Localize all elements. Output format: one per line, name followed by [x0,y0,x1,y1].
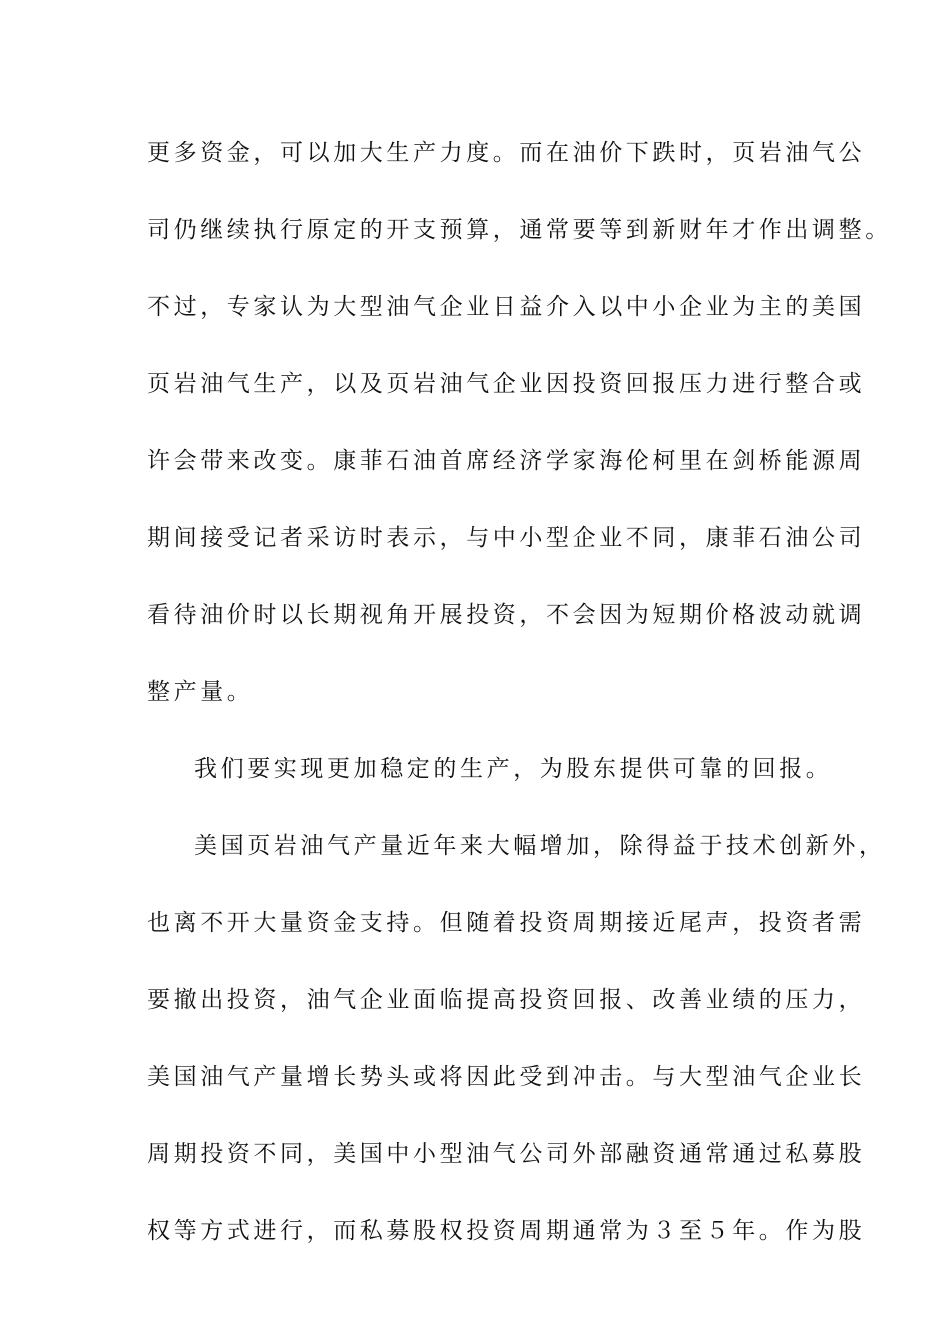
text-line: 美国页岩油气产量近年来大幅增加，除得益于技术创新外， [194,833,886,859]
text-line: 不过，专家认为大型油气企业日益介入以中小企业为主的美国 [147,294,866,320]
text-line: 美国油气产量增长势头或将因此受到冲击。与大型油气企业长 [147,1064,866,1090]
text-line: 看待油价时以长期视角开展投资，不会因为短期价格波动就调 [147,602,866,628]
text-line: 权等方式进行，而私募股权投资周期通常为３至５年。作为股 [147,1218,866,1244]
text-line: 页岩油气生产，以及页岩油气企业因投资回报压力进行整合或 [147,371,866,397]
text-line: 周期投资不同，美国中小型油气公司外部融资通常通过私募股 [147,1141,866,1167]
text-line: 司仍继续执行原定的开支预算，通常要等到新财年才作出调整。 [147,217,892,243]
text-line: 我们要实现更加稳定的生产，为股东提供可靠的回报。 [194,756,833,782]
text-line: 期间接受记者采访时表示，与中小型企业不同，康菲石油公司 [147,525,866,551]
text-line: 也离不开大量资金支持。但随着投资周期接近尾声，投资者需 [147,910,866,936]
text-line: 整产量。 [147,679,254,705]
text-line: 许会带来改变。康菲石油首席经济学家海伦柯里在剑桥能源周 [147,448,866,474]
text-line: 更多资金，可以加大生产力度。而在油价下跌时，页岩油气公 [147,140,866,166]
text-line: 要撤出投资，油气企业面临提高投资回报、改善业绩的压力， [147,987,866,1013]
